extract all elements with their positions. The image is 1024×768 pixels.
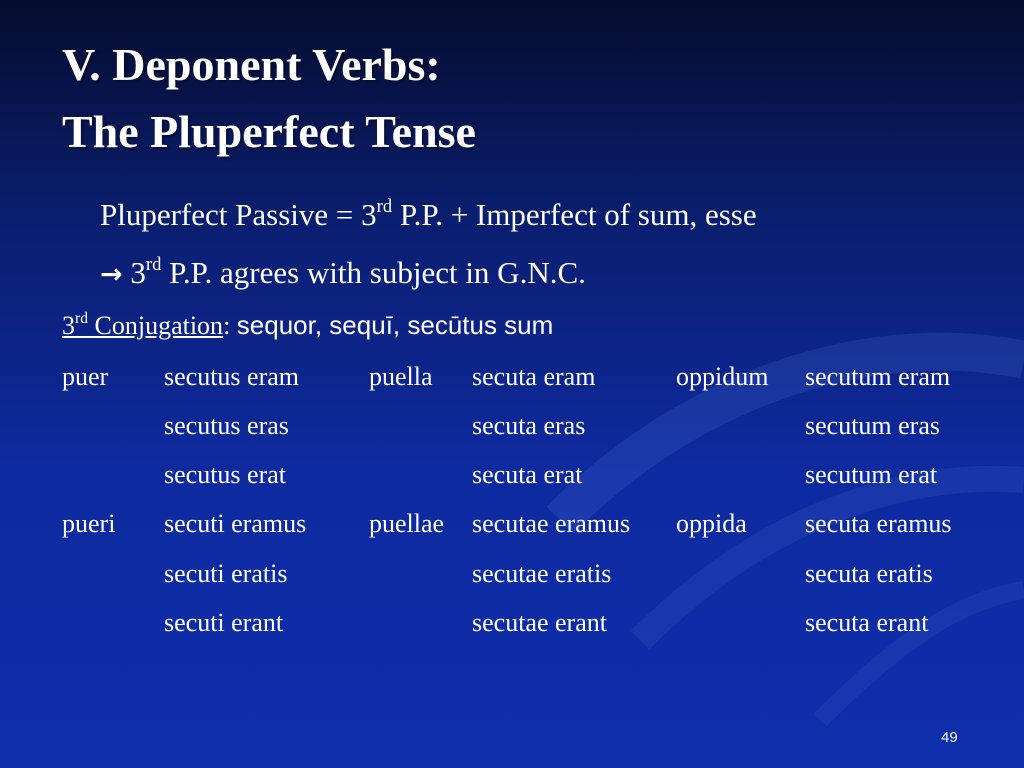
agreement-text-end: P.P. agrees with subject in G.N.C. — [161, 255, 586, 290]
subject-cell: oppidum — [676, 362, 769, 391]
formula-text-end: sum, esse — [630, 197, 757, 232]
verb-form-cell: secutum eras — [805, 411, 941, 440]
ordinal-suffix: rd — [145, 253, 162, 275]
arrow-icon: → — [100, 259, 123, 290]
verb-form-cell: secutae eramus — [472, 509, 631, 538]
verb-form-cell: secutus eras — [164, 411, 289, 440]
verb-form-cell: secutae eratis — [472, 559, 612, 588]
agreement-rule — [100, 253, 586, 290]
formula-text-middle: P.P. + Imperfect of — [392, 197, 631, 232]
subject-cell: oppida — [676, 509, 747, 538]
verb-form-cell: secutum eram — [805, 362, 951, 391]
conjugation-number: 3 — [62, 311, 75, 340]
conjugation-label — [62, 311, 223, 340]
formula-text-start: Pluperfect Passive = 3 — [100, 197, 377, 232]
verb-form-cell: secuta eratis — [805, 559, 933, 588]
ordinal-suffix: rd — [75, 310, 88, 328]
slide-title-line-2: The Pluperfect Tense — [62, 106, 476, 157]
verb-form-cell: secuta erat — [472, 460, 583, 489]
verb-form-cell: secuta eras — [472, 411, 586, 440]
conjugation-word: Conjugation — [88, 311, 224, 340]
formula-rule — [100, 195, 757, 232]
verb-form-cell: secutae erant — [472, 608, 607, 637]
verb-form-cell: secuti erant — [164, 608, 284, 637]
verb-form-cell: secutum erat — [805, 460, 938, 489]
ordinal-suffix: rd — [376, 195, 393, 217]
subject-cell: pueri — [62, 509, 116, 538]
subject-cell: puer — [62, 362, 109, 391]
verb-form-cell: secuta erant — [805, 608, 929, 637]
slide-title-line-1: V. Deponent Verbs: — [62, 39, 441, 90]
verb-form-cell: secutus erat — [164, 460, 287, 489]
subject-cell: puellae — [369, 509, 445, 538]
verb-form-cell: secuta eramus — [805, 509, 952, 538]
subject-cell: puella — [369, 362, 433, 391]
agreement-text-start: 3 — [122, 255, 146, 290]
verb-form-cell: secutus eram — [164, 362, 300, 391]
page-number: 49 — [941, 729, 958, 746]
verb-form-cell: secuta eram — [472, 362, 596, 391]
conjugation-heading — [62, 312, 553, 339]
principal-parts: sequor, sequī, secūtus sum — [236, 310, 554, 340]
colon: : — [223, 311, 237, 340]
verb-form-cell: secuti eramus — [164, 509, 307, 538]
verb-form-cell: secuti eratis — [164, 559, 288, 588]
